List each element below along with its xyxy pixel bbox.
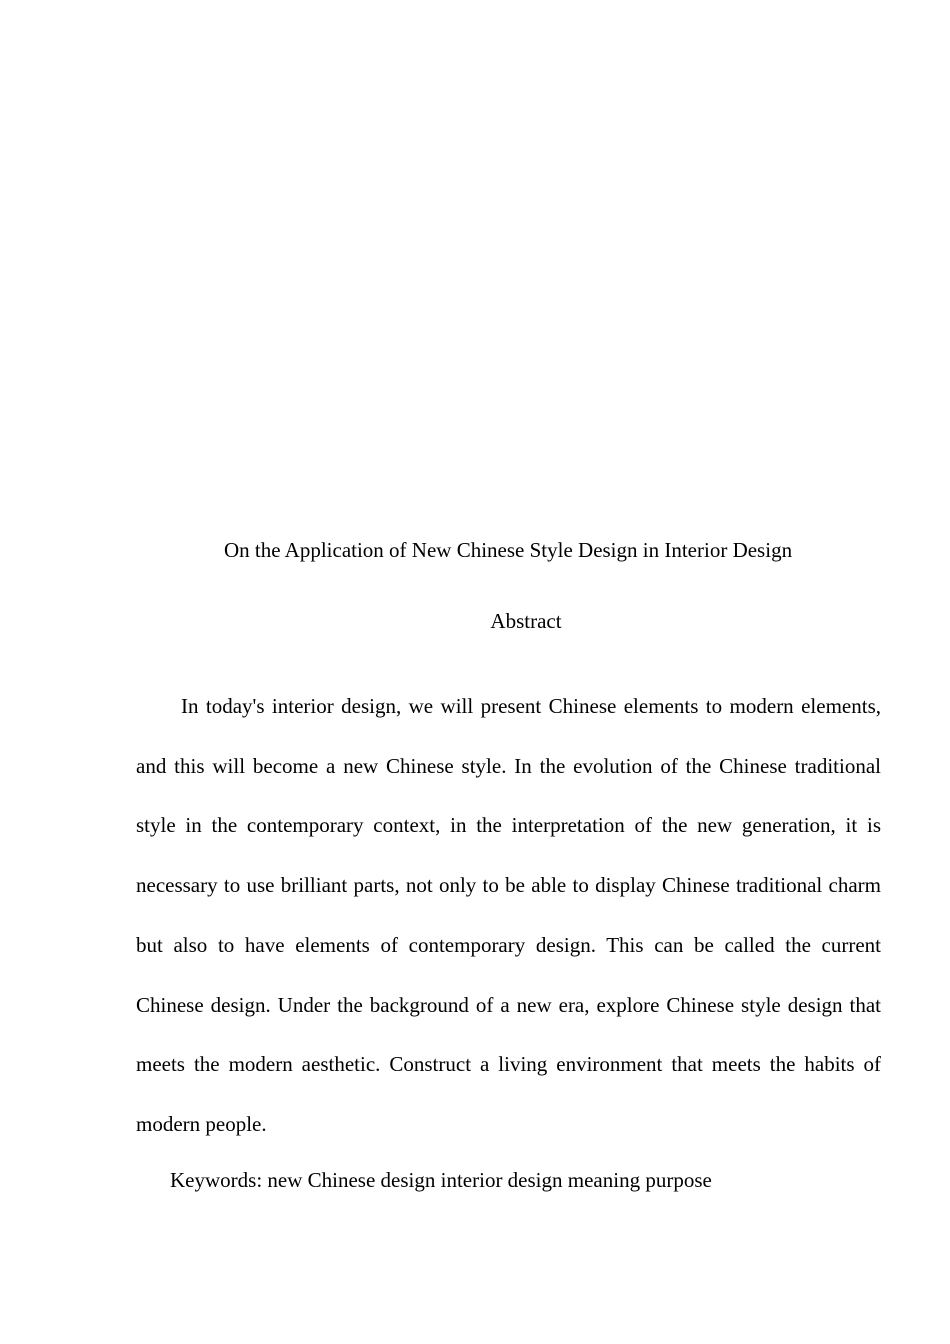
abstract-heading: Abstract — [490, 609, 562, 633]
paper-title: On the Application of New Chinese Style Design in Interior Design — [224, 538, 793, 562]
abstract-body: In today's interior design, we will present Chinese elements to modern elements, and this will become a new Chinese style. In the evolution of the Chinese traditional style in the contemporary context, in the interpretation of the new generation, it is necessary to use brilliant parts, not only to be able to display Chinese traditional charm but also to have elements of contemporary design. This can be called the current Chinese design. Under the background of a new era, explore Chinese style design that meets the modern aesthetic. Construct a living environment that meets the habits of modern people. — [136, 694, 881, 1136]
keywords-line: Keywords: new Chinese design interior design meaning purpose — [170, 1168, 712, 1192]
